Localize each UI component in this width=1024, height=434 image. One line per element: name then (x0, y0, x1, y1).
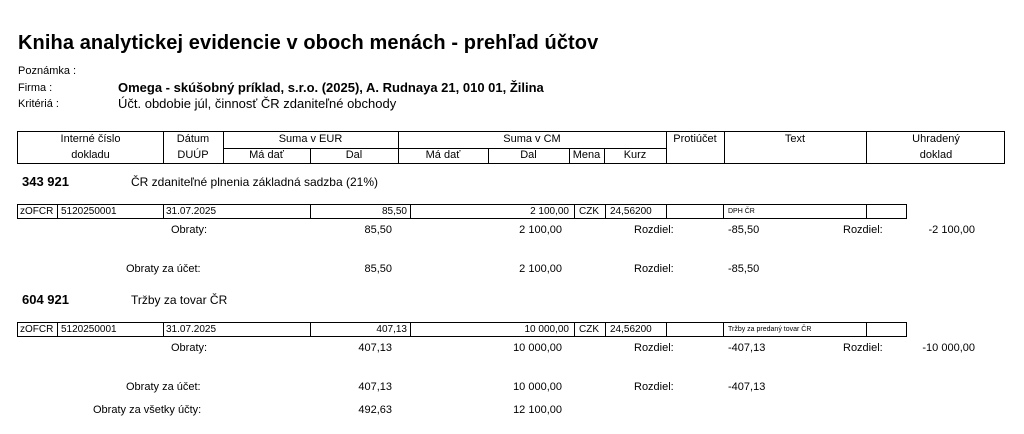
currency: CZK (579, 324, 599, 335)
header-rate: Kurz (623, 149, 647, 161)
turnover-cm: 10 000,00 (513, 342, 562, 354)
account-number: 604 921 (22, 292, 69, 307)
header-cm-dal: Dal (520, 149, 537, 161)
note-label: Poznámka : (18, 65, 77, 77)
currency: CZK (579, 206, 599, 217)
table-row (17, 204, 907, 219)
account-number: 343 921 (22, 174, 69, 189)
account-name: ČR zdaniteľné plnenia základná sadzba (21%) (131, 175, 378, 189)
account-difference: -85,50 (728, 263, 760, 275)
doc-date: 31.07.2025 (166, 206, 217, 217)
eur-dal: 407,13 (376, 324, 407, 335)
firm-value: Omega - skúšobný príklad, s.r.o. (2025), A. Rudnaya 21, 010 01, Žilina (118, 80, 544, 95)
header-eur-dal: Dal (345, 149, 363, 161)
doc-type: zOFCR (20, 324, 54, 335)
difference-eur: -407,13 (728, 342, 766, 354)
doc-number: 5120250001 (61, 324, 117, 335)
table-row (17, 322, 907, 337)
criteria-label: Kritériá : (18, 98, 59, 110)
account-turnover-label: Obraty za účet: (126, 381, 201, 393)
eur-dal: 85,50 (381, 206, 407, 217)
header-date: Dátum (176, 133, 210, 145)
account-difference-label: Rozdiel: (634, 263, 674, 275)
account-difference: -407,13 (728, 381, 766, 393)
header-currency: Mena (572, 149, 601, 161)
report-title: Kniha analytickej evidencie v oboch menách - prehľad účtov (18, 32, 599, 54)
account-turnover-eur: 407,13 (358, 381, 392, 393)
grand-total-label: Obraty za všetky účty: (93, 404, 202, 416)
row-text: Tržby za predaný tovar ČR (728, 326, 812, 333)
header-paid-doc-2: doklad (919, 149, 953, 161)
difference-label-2: Rozdiel: (843, 224, 883, 236)
header-doc-number-2: dokladu (71, 149, 110, 161)
header-sum-cm: Suma v CM (503, 133, 561, 145)
turnover-eur: 407,13 (358, 342, 392, 354)
account-turnover-cm: 2 100,00 (519, 263, 562, 275)
header-doc-number: Interné číslo (60, 133, 121, 145)
difference-eur: -85,50 (728, 224, 760, 236)
firm-label: Firma : (18, 82, 53, 94)
difference-cm: -10 000,00 (922, 342, 975, 354)
criteria-value: Účt. obdobie júl, činnosť ČR zdaniteľné obchody (118, 96, 397, 111)
difference-cm: -2 100,00 (928, 224, 975, 236)
account-turnover-label: Obraty za účet: (126, 263, 201, 275)
grand-total-eur: 492,63 (358, 404, 392, 416)
doc-type: zOFCR (20, 206, 54, 217)
rate: 24,56200 (610, 324, 652, 335)
header-cm-ma-dat: Má dať (425, 149, 461, 161)
rate: 24,56200 (610, 206, 652, 217)
difference-label: Rozdiel: (634, 224, 674, 236)
header-counter-account: Protiúčet (673, 133, 717, 145)
account-turnover-cm: 10 000,00 (513, 381, 562, 393)
difference-label: Rozdiel: (634, 342, 674, 354)
grand-total-cm: 12 100,00 (513, 404, 562, 416)
account-turnover-eur: 85,50 (364, 263, 392, 275)
turnover-label: Obraty: (171, 224, 208, 236)
header-eur-ma-dat: Má dať (249, 149, 284, 161)
doc-date: 31.07.2025 (166, 324, 217, 335)
doc-number: 5120250001 (61, 206, 117, 217)
turnover-cm: 2 100,00 (519, 224, 562, 236)
account-name: Tržby za tovar ČR (131, 293, 228, 307)
cm-dal: 2 100,00 (530, 206, 569, 217)
turnover-eur: 85,50 (364, 224, 392, 236)
turnover-label: Obraty: (171, 342, 208, 354)
cm-dal: 10 000,00 (524, 324, 569, 335)
difference-label-2: Rozdiel: (843, 342, 883, 354)
header-text: Text (784, 133, 806, 145)
row-text: DPH ČR (728, 208, 755, 215)
header-sum-eur: Suma v EUR (278, 133, 343, 145)
header-paid-doc: Uhradený (912, 133, 960, 145)
account-difference-label: Rozdiel: (634, 381, 674, 393)
header-duup: DUÚP (177, 149, 209, 161)
column-header (17, 131, 1005, 164)
